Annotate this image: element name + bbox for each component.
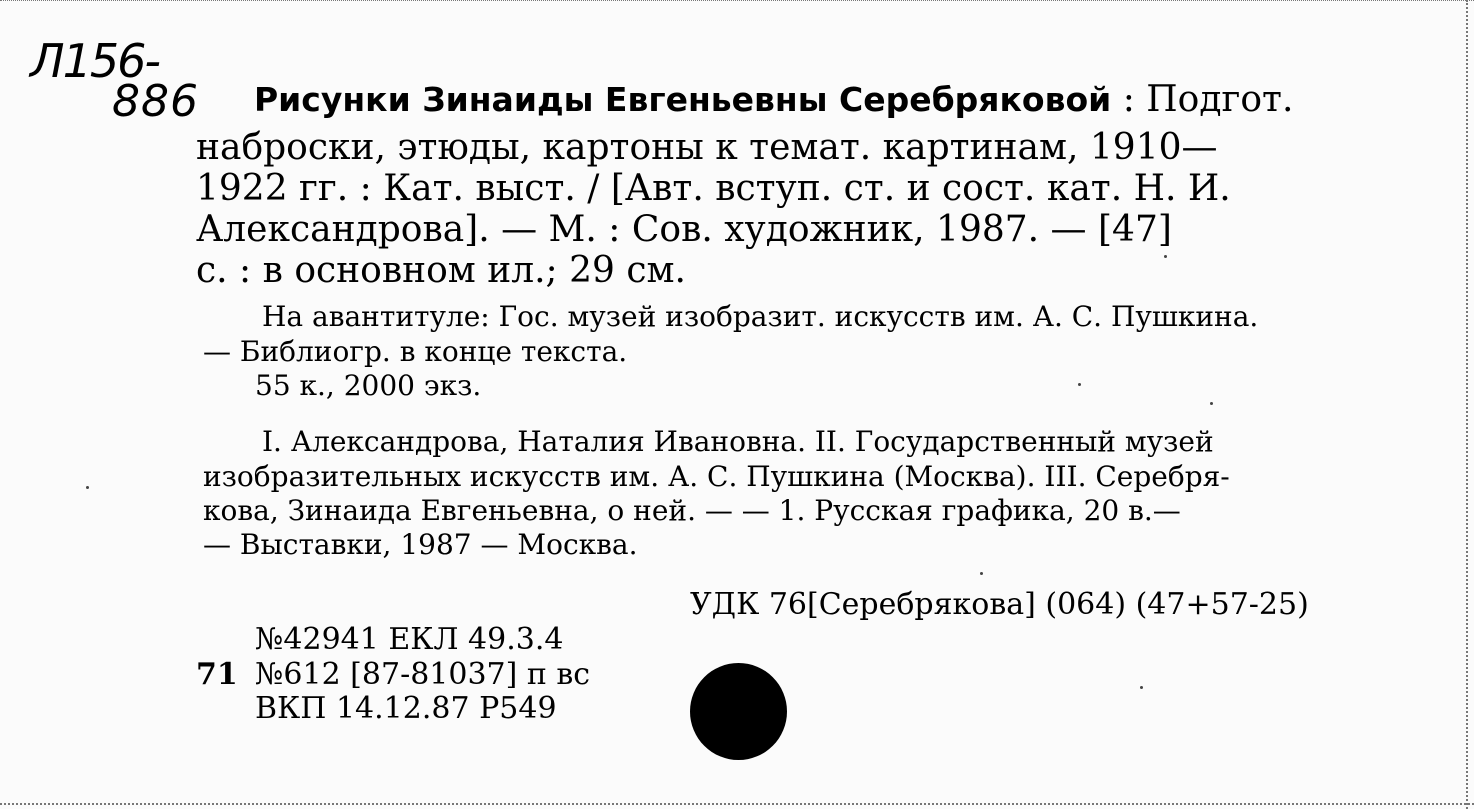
entry-title: Рисунки Зинаиды Евгеньевны Серебряковой xyxy=(254,80,1112,119)
tracing-line-2: изобразительных искусств им. А. С. Пушкина (Москва). III. Серебря- xyxy=(203,460,1230,493)
handwritten-item-number: 886 xyxy=(112,76,199,127)
card-bottom-edge xyxy=(0,801,1474,805)
punch-hole xyxy=(690,663,787,760)
note-line-1: На авантитуле: Гос. музей изобразит. искусств им. А. С. Пушкина. xyxy=(262,300,1259,333)
registry-line-1: №42941 ЕКЛ 49.3.4 xyxy=(255,622,564,657)
speck xyxy=(1164,255,1167,258)
card-right-edge xyxy=(1464,0,1468,809)
entry-line-4: Александрова]. — М. : Сов. художник, 1987. — [47] xyxy=(196,209,1172,250)
udk-classification: УДК 76[Серебрякова] (064) (47+57-25) xyxy=(690,587,1309,622)
note-line-3: 55 к., 2000 экз. xyxy=(255,369,482,402)
tracing-line-3: кова, Зинаида Евгеньевна, о ней. — — 1. Русская графика, 20 в.— xyxy=(203,494,1181,527)
registry-line-3: ВКП 14.12.87 Р549 xyxy=(255,691,557,726)
card-top-edge xyxy=(0,0,1474,7)
speck xyxy=(980,572,983,575)
speck xyxy=(1078,383,1081,386)
tracing-line-4: — Выставки, 1987 — Москва. xyxy=(203,528,638,561)
speck xyxy=(1210,402,1213,405)
entry-line-5: с. : в основном ил.; 29 см. xyxy=(196,250,686,291)
registry-prefix: 71 xyxy=(196,657,238,692)
registry-line-2: №612 [87-81037] п вс xyxy=(255,657,591,692)
handwritten-call-number: Л156- xyxy=(30,34,159,88)
entry-line-2: наброски, этюды, картоны к темат. картинам, 1910— xyxy=(196,127,1218,168)
entry-title-line xyxy=(254,79,1294,120)
speck xyxy=(86,486,89,489)
entry-title-tail: : Подгот. xyxy=(1111,79,1294,120)
tracing-line-1: I. Александрова, Наталия Ивановна. II. Государственный музей xyxy=(262,425,1214,458)
entry-line-3: 1922 гг. : Кат. выст. / [Авт. вступ. ст. и сост. кат. Н. И. xyxy=(196,168,1231,209)
speck xyxy=(1140,686,1143,689)
note-line-2: — Библиогр. в конце текста. xyxy=(203,335,628,368)
